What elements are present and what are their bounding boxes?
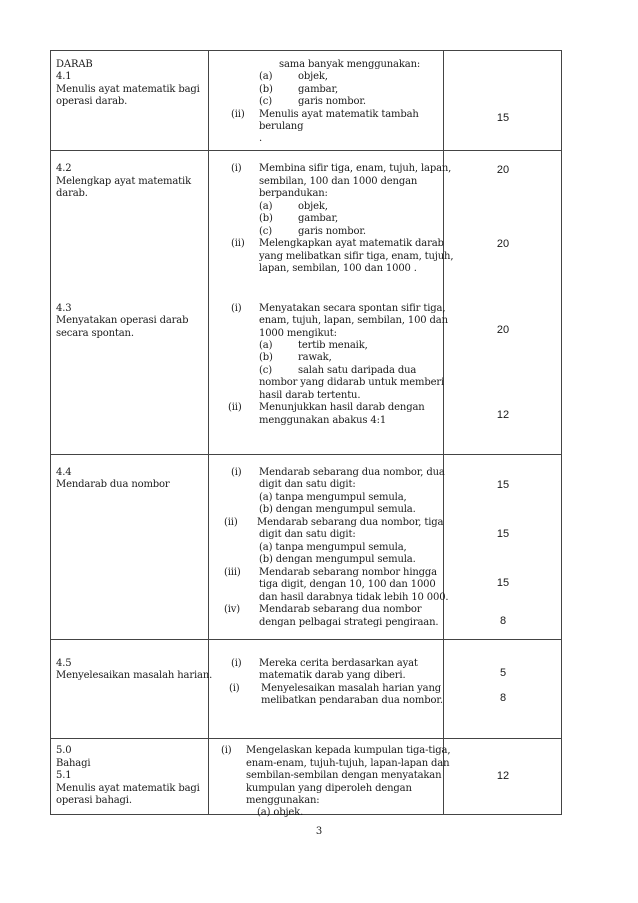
row-divider xyxy=(51,639,561,640)
activity-text: (a) tanpa mengumpul semula, xyxy=(259,492,407,503)
activity-text: Mengelaskan kepada kumpulan tiga-tiga, xyxy=(246,745,451,756)
activity-text: Mendarab sebarang nombor hingga xyxy=(259,567,437,578)
activity-text: garis nombor. xyxy=(298,226,366,237)
activity-text: 1000 mengikut: xyxy=(259,328,337,339)
activity-text: Menyelesaikan masalah harian yang xyxy=(261,683,441,694)
topic-text: Mendarab dua nombor xyxy=(56,479,170,490)
activity-text: garis nombor. xyxy=(298,96,366,107)
topic-text: 4.1 xyxy=(56,71,72,82)
row-divider xyxy=(51,150,561,151)
topic-text: operasi bahagi. xyxy=(56,795,132,806)
activity-text: sembilan, 100 dan 1000 dengan xyxy=(259,176,418,187)
item-label: (c) xyxy=(259,96,272,107)
mark-value: 20 xyxy=(496,238,510,250)
topic-text: 4.4 xyxy=(56,467,72,478)
activity-text: Melengkapkan ayat matematik darab xyxy=(259,238,444,249)
activity-text: tiga digit, dengan 10, 100 dan 1000 xyxy=(259,579,436,590)
topic-text: 4.3 xyxy=(56,303,72,314)
activity-text: menggunakan: xyxy=(246,795,320,806)
topic-text: Menulis ayat matematik bagi xyxy=(56,783,200,794)
activity-text: (b) dengan mengumpul semula. xyxy=(259,504,416,515)
activity-text: tertib menaik, xyxy=(298,340,368,351)
mark-value: 15 xyxy=(496,577,510,589)
item-number: (i) xyxy=(231,163,242,174)
activity-text: menggunakan abakus 4:1 xyxy=(259,415,387,426)
item-number: (i) xyxy=(231,658,242,669)
activity-text: Membina sifir tiga, enam, tujuh, lapan, xyxy=(259,163,452,174)
activity-text: berpandukan: xyxy=(259,188,328,199)
activity-text: nombor yang didarab untuk memberi xyxy=(259,377,445,388)
item-label: (b) xyxy=(259,213,273,224)
activity-text: Mendarab sebarang dua nombor, dua xyxy=(259,467,445,478)
activity-text: enam-enam, tujuh-tujuh, lapan-lapan dan xyxy=(246,758,450,769)
activity-text: salah satu daripada dua xyxy=(298,365,417,376)
activity-text: Menunjukkan hasil darab dengan xyxy=(259,402,425,413)
mark-value: 12 xyxy=(496,409,510,421)
topic-text: Bahagi xyxy=(56,758,91,769)
activity-text: hasil darab tertentu. xyxy=(259,390,361,401)
topic-text: 5.0 xyxy=(56,745,72,756)
activity-text: sembilan-sembilan dengan menyatakan xyxy=(246,770,442,781)
mark-value: 20 xyxy=(496,164,510,176)
item-label: (b) xyxy=(259,352,273,363)
topic-text: secara spontan. xyxy=(56,328,134,339)
item-number: (iii) xyxy=(224,567,241,578)
activity-text: melibatkan pendaraban dua nombor. xyxy=(261,695,443,706)
item-number: (i) xyxy=(221,745,232,756)
page-number: 3 xyxy=(315,826,323,837)
mark-value: 15 xyxy=(496,479,510,491)
topic-text: operasi darab. xyxy=(56,96,128,107)
row-divider xyxy=(51,738,561,739)
topic-text: 4.5 xyxy=(56,658,72,669)
row-divider xyxy=(51,454,561,455)
mark-value: 12 xyxy=(496,770,510,782)
item-label: (b) xyxy=(259,84,273,95)
activity-text: Mendarab sebarang dua nombor, tiga xyxy=(257,517,444,528)
activity-text: digit dan satu digit: xyxy=(259,529,356,540)
item-number: (ii) xyxy=(224,517,238,528)
activity-text: . xyxy=(259,133,263,144)
activity-text: Mereka cerita berdasarkan ayat xyxy=(259,658,418,669)
activity-text: Menyatakan secara spontan sifir tiga, xyxy=(259,303,446,314)
column-divider xyxy=(208,51,209,814)
item-number: (ii) xyxy=(228,402,242,413)
item-label: (a) xyxy=(259,340,273,351)
mark-value: 15 xyxy=(496,528,510,540)
activity-text: Mendarab sebarang dua nombor xyxy=(259,604,422,615)
activity-text: (a) objek. xyxy=(257,807,304,818)
activity-text: sama banyak menggunakan: xyxy=(279,59,421,70)
item-number: (i) xyxy=(231,467,242,478)
activity-text: digit dan satu digit: xyxy=(259,479,356,490)
activity-text: (b) dengan mengumpul semula. xyxy=(259,554,416,565)
activity-text: objek, xyxy=(298,71,328,82)
item-number: (iv) xyxy=(224,604,241,615)
activity-text: gambar, xyxy=(298,84,339,95)
activity-text: dan hasil darabnya tidak lebih 10 000. xyxy=(259,592,449,603)
topic-text: Menulis ayat matematik bagi xyxy=(56,84,200,95)
activity-text: lapan, sembilan, 100 dan 1000 . xyxy=(259,263,417,274)
topic-text: darab. xyxy=(56,188,88,199)
topic-text: 4.2 xyxy=(56,163,72,174)
mark-value: 8 xyxy=(499,615,507,627)
content-table xyxy=(50,50,562,818)
item-number: (ii) xyxy=(231,109,245,120)
mark-value: 5 xyxy=(499,667,507,679)
topic-text: Menyelesaikan masalah harian. xyxy=(56,670,213,681)
activity-text: yang melibatkan sifir tiga, enam, tujuh, xyxy=(259,251,454,262)
topic-text: 5.1 xyxy=(56,770,72,781)
activity-text: gambar, xyxy=(298,213,339,224)
activity-text: dengan pelbagai strategi pengiraan. xyxy=(259,617,439,628)
item-number: (i) xyxy=(231,303,242,314)
item-number: (i) xyxy=(229,683,240,694)
activity-text: kumpulan yang diperoleh dengan xyxy=(246,783,412,794)
item-label: (a) xyxy=(259,201,273,212)
mark-value: 8 xyxy=(499,692,507,704)
topic-text: Menyatakan operasi darab xyxy=(56,315,189,326)
activity-text: enam, tujuh, lapan, sembilan, 100 dan xyxy=(259,315,448,326)
activity-text: (a) tanpa mengumpul semula, xyxy=(259,542,407,553)
topic-text: DARAB xyxy=(56,59,93,70)
activity-text: matematik darab yang diberi. xyxy=(259,670,406,681)
activity-text: Menulis ayat matematik tambah xyxy=(259,109,419,120)
activity-text: rawak, xyxy=(298,352,332,363)
mark-value: 15 xyxy=(496,112,510,124)
item-label: (c) xyxy=(259,226,272,237)
mark-value: 20 xyxy=(496,324,510,336)
item-number: (ii) xyxy=(231,238,245,249)
topic-text: Melengkap ayat matematik xyxy=(56,176,191,187)
activity-text: berulang xyxy=(259,121,304,132)
item-label: (a) xyxy=(259,71,273,82)
item-label: (c) xyxy=(259,365,272,376)
activity-text: objek, xyxy=(298,201,328,212)
